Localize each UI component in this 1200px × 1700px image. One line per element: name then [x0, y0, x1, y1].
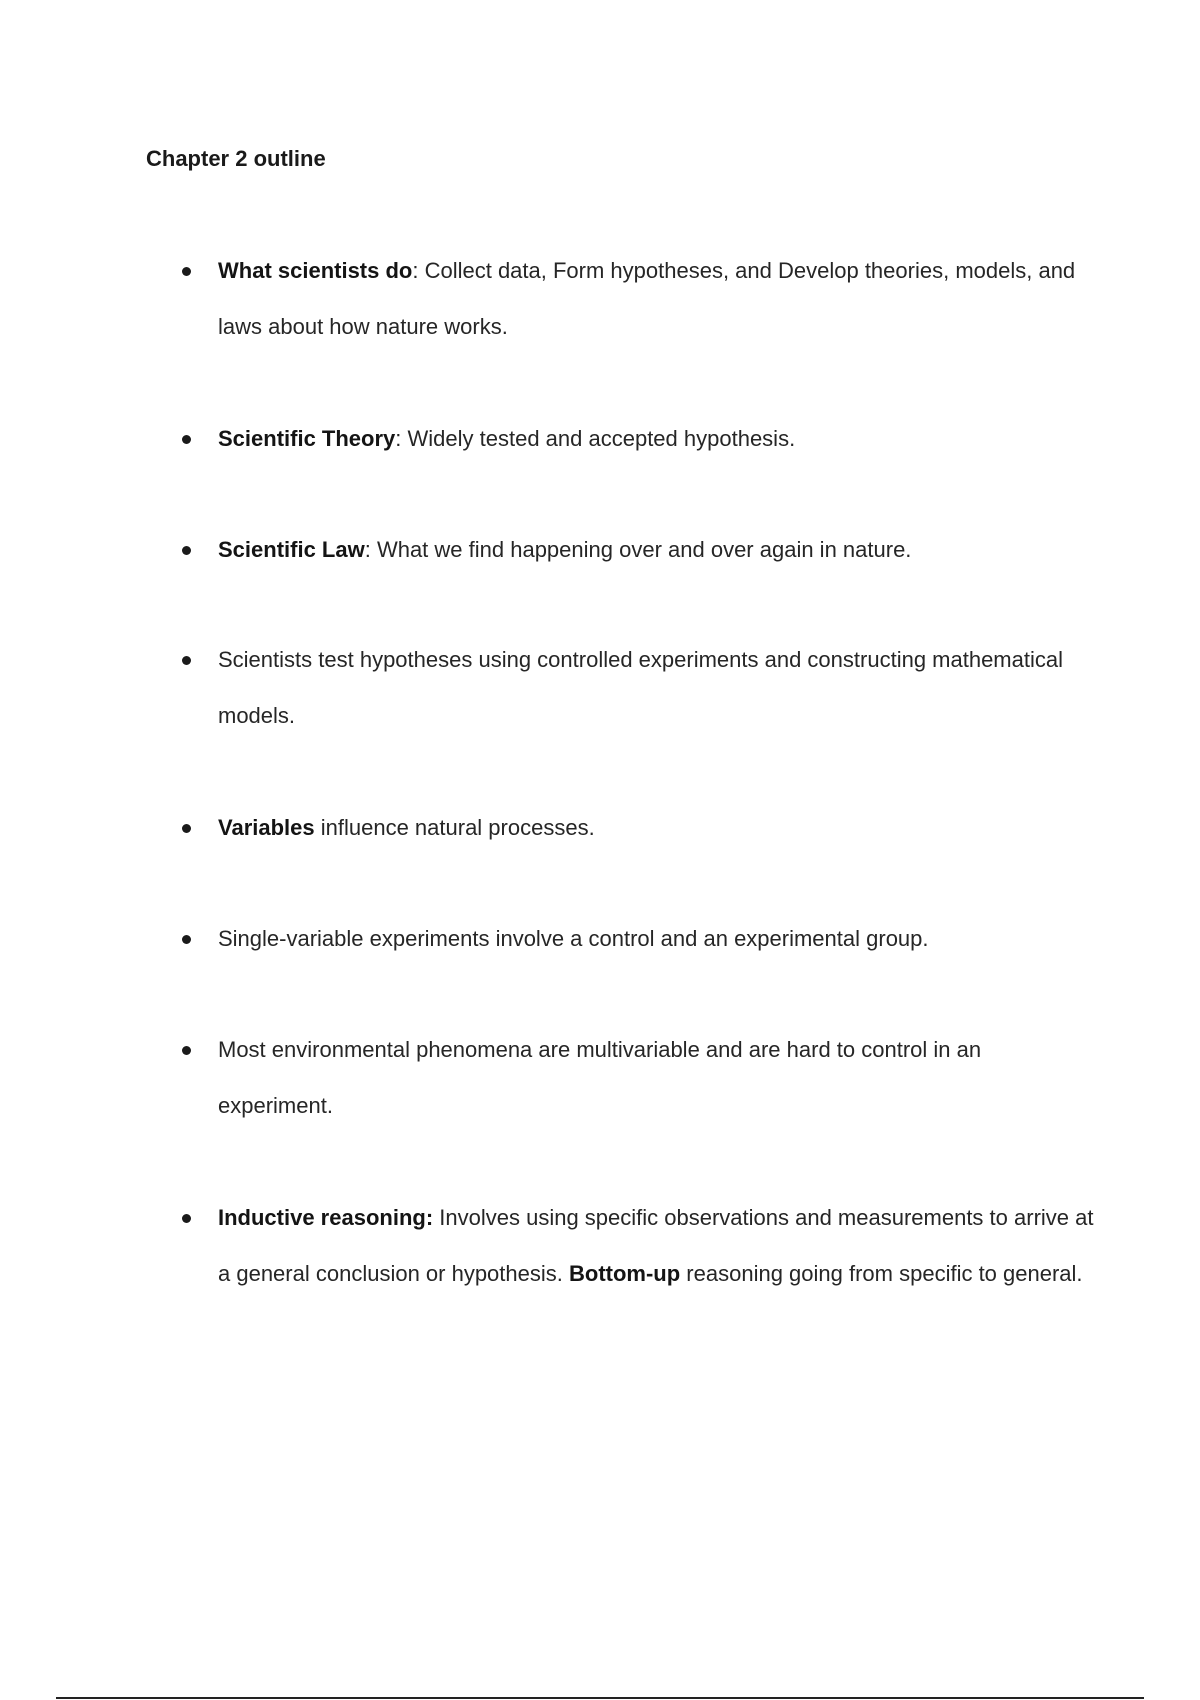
list-item — [218, 243, 1098, 355]
list-item — [218, 911, 1098, 967]
bullet-icon — [182, 1046, 191, 1055]
bottom-divider — [56, 1697, 1144, 1699]
list-item — [218, 632, 1098, 744]
item-term: Scientific Law — [218, 537, 365, 562]
list-item — [218, 1190, 1098, 1302]
list-item — [218, 1022, 1098, 1134]
item-text: Single-variable experiments involve a control and an experimental group. — [218, 926, 929, 951]
list-item — [218, 522, 1098, 578]
item-text-secondary: reasoning going from specific to general. — [680, 1261, 1083, 1286]
item-text: : Collect data, Form hypotheses, and Develop theories, models, and laws about how nature works. — [218, 258, 1076, 339]
bullet-icon — [182, 935, 191, 944]
item-text: Most environmental phenomena are multivariable and are hard to control in an experiment. — [218, 1037, 982, 1118]
item-text: Involves using specific observations and measurements to arrive at a general conclusion or hypothesis. — [218, 1205, 1094, 1286]
bullet-icon — [182, 1214, 191, 1223]
item-text: : Widely tested and accepted hypothesis. — [395, 426, 796, 451]
bullet-icon — [182, 546, 191, 555]
bullet-icon — [182, 267, 191, 276]
bullet-icon — [182, 656, 191, 665]
list-item — [218, 800, 1098, 856]
item-term: Variables — [218, 815, 315, 840]
item-text: influence natural processes. — [314, 815, 595, 840]
item-term: What scientists do — [218, 258, 413, 283]
list-item — [218, 411, 1098, 467]
item-text: : What we find happening over and over again in nature. — [364, 537, 912, 562]
item-term: Scientific Theory — [218, 426, 396, 451]
item-text: Scientists test hypotheses using controlled experiments and constructing mathematical models. — [218, 647, 1063, 728]
bullet-icon — [182, 824, 191, 833]
page-title: Chapter 2 outline — [146, 146, 326, 171]
item-term-secondary: Bottom-up — [569, 1261, 681, 1286]
item-term: Inductive reasoning: — [218, 1205, 434, 1230]
bullet-icon — [182, 435, 191, 444]
